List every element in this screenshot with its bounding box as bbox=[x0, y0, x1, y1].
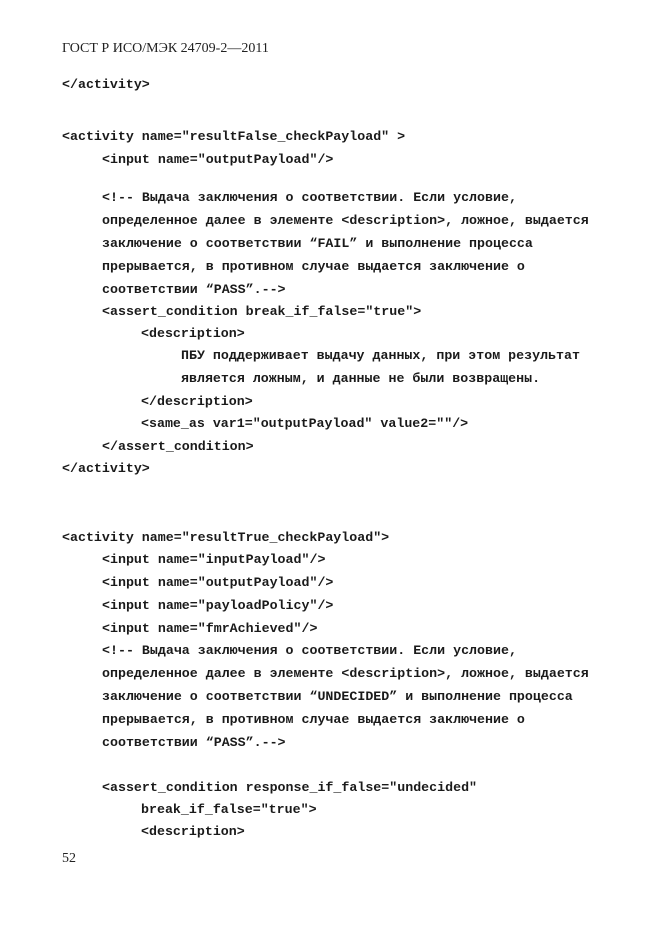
code-line-open-activity-resultfalse: <activity name="resultFalse_checkPayload" > bbox=[62, 129, 406, 144]
code-line-description-open: <description> bbox=[141, 824, 245, 839]
code-line-assert-condition-open: <assert_condition response_if_false="undecided" bbox=[102, 780, 478, 795]
code-line-input-payloadpolicy: <input name="payloadPolicy"/> bbox=[102, 598, 334, 613]
code-line-input-outputpayload: <input name="outputPayload"/> bbox=[102, 575, 334, 590]
page-number: 52 bbox=[62, 851, 76, 866]
code-line-input-outputpayload: <input name="outputPayload"/> bbox=[102, 152, 334, 167]
code-line-assert-condition-close: </assert_condition> bbox=[102, 439, 254, 454]
code-line-open-activity-resulttrue: <activity name="resultTrue_checkPayload"> bbox=[62, 530, 390, 545]
code-line-comment: заключение о соответствии “UNDECIDED” и выполнение процесса bbox=[102, 689, 573, 704]
code-line-close-activity: </activity> bbox=[62, 77, 150, 92]
code-line-description-text: ПБУ поддерживает выдачу данных, при этом результат bbox=[181, 348, 580, 363]
code-line-comment: <!-- Выдача заключения о соответствии. Если условие, bbox=[102, 643, 517, 658]
code-line-comment: соответствии “PASS”.--> bbox=[102, 735, 286, 750]
code-line-assert-condition-open: <assert_condition break_if_false="true"> bbox=[102, 304, 422, 319]
code-line-comment: прерывается, в противном случае выдается заключение о bbox=[102, 712, 525, 727]
code-line-same-as: <same_as var1="outputPayload" value2=""/> bbox=[141, 416, 469, 431]
code-line-input-inputpayload: <input name="inputPayload"/> bbox=[102, 552, 326, 567]
code-line-description-text: является ложным, и данные не были возвращены. bbox=[181, 371, 541, 386]
code-line-assert-condition-attr: break_if_false="true"> bbox=[141, 802, 317, 817]
code-line-comment: <!-- Выдача заключения о соответствии. Если условие, bbox=[102, 190, 517, 205]
code-line-comment: определенное далее в элементе <description>, ложное, выдается bbox=[102, 666, 589, 681]
code-line-comment: определенное далее в элементе <description>, ложное, выдается bbox=[102, 213, 589, 228]
document-header-standard-title: ГОСТ Р ИСО/МЭК 24709-2—2011 bbox=[62, 41, 269, 56]
code-line-input-fmrachieved: <input name="fmrAchieved"/> bbox=[102, 621, 318, 636]
code-line-comment: прерывается, в противном случае выдается заключение о bbox=[102, 259, 525, 274]
code-line-comment: заключение о соответствии “FAIL” и выполнение процесса bbox=[102, 236, 533, 251]
code-line-comment: соответствии “PASS”.--> bbox=[102, 282, 286, 297]
code-line-description-close: </description> bbox=[141, 394, 253, 409]
code-line-close-activity: </activity> bbox=[62, 461, 150, 476]
code-line-description-open: <description> bbox=[141, 326, 245, 341]
